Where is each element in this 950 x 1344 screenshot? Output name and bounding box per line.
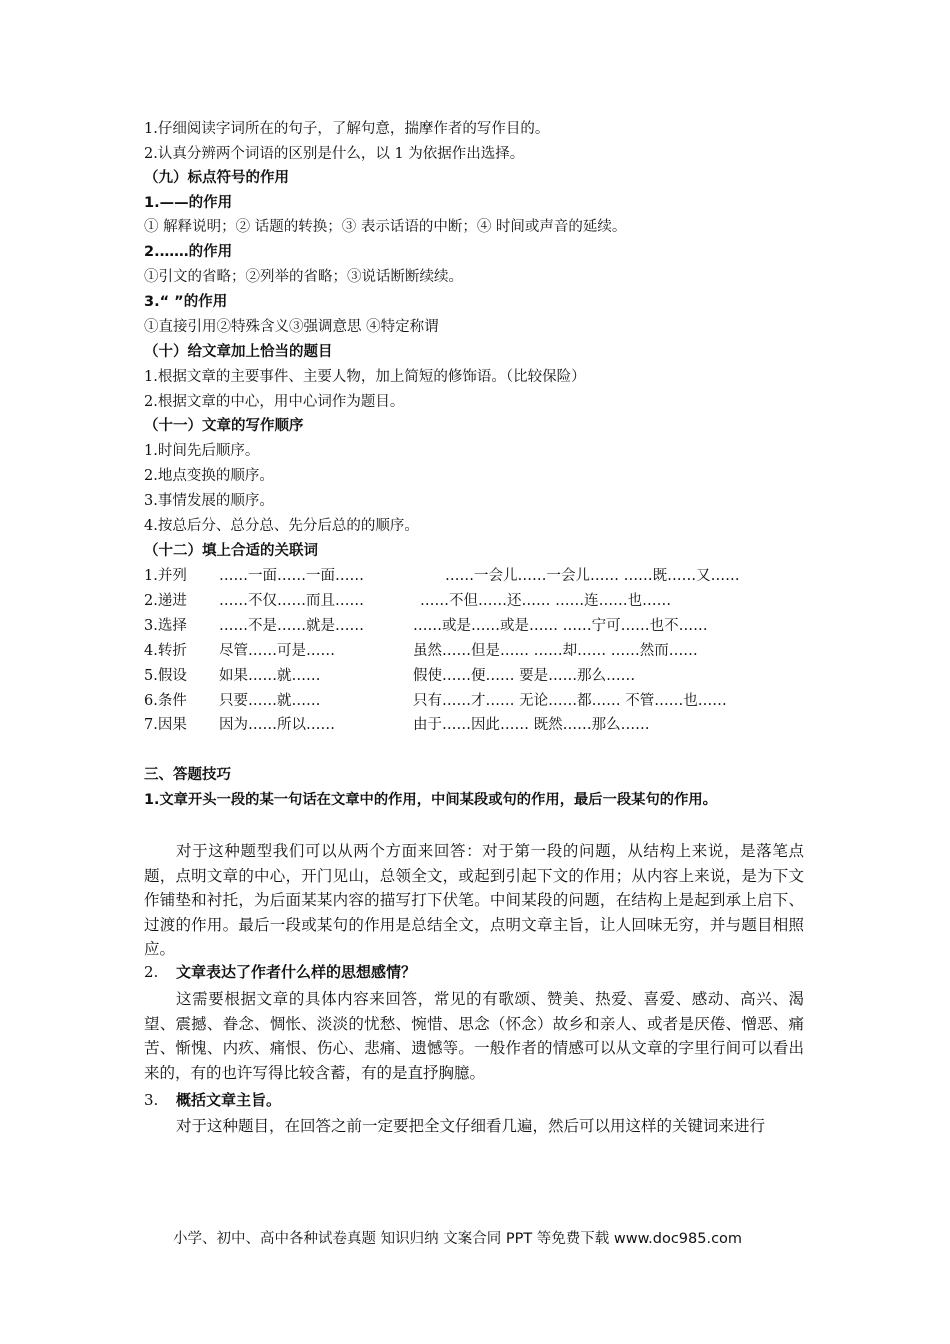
question-2-number: 2.	[144, 963, 159, 981]
row-col-a: 尽管……可是……	[219, 643, 335, 659]
row-label: 6.条件	[144, 693, 187, 709]
sec8-item-1: 1.仔细阅读字词所在的句子，了解句意，揣摩作者的写作目的。	[144, 121, 550, 137]
section-11-title: （十一）文章的写作顺序	[144, 418, 304, 434]
sec9-heading-3: 3.“ ”的作用	[144, 294, 228, 310]
row-col-b: 假使……便…… 要是……那么……	[413, 668, 636, 684]
sec11-item: 1.时间先后顺序。	[144, 443, 260, 459]
answer-paragraph-2: 这需要根据文章的具体内容来回答，常见的有歌颂、赞美、热爱、喜爱、感动、高兴、渴望、震撼、眷念、惆怅、淡淡的忧愁、惋惜、思念（怀念）故乡和亲人、或者是厌倦、憎恶、痛苦、惭愧、内疚、痛恨、伤心、悲痛、遗憾等。一般作者的情感可以从文章的字里行间可以看出来的，有的也许写得比较含蓄，有的是直抒胸臆。	[144, 990, 804, 1082]
section-10-title: （十）给文章加上恰当的题目	[144, 344, 333, 360]
sec9-para-1: ① 解释说明；② 话题的转换；③ 表示话语的中断；④ 时间或声音的延续。	[144, 219, 627, 235]
row-col-a: 如果……就……	[219, 668, 321, 684]
section-12-title: （十二）填上合适的关联词	[144, 543, 318, 559]
row-label: 3.选择	[144, 618, 187, 634]
row-col-b: ……一会儿……一会儿…… ……既……又……	[445, 568, 740, 584]
row-col-a: 因为……所以……	[219, 717, 335, 733]
row-col-b: 只有……才…… 无论……都…… 不管……也……	[413, 693, 727, 709]
sec10-item-1: 1.根据文章的主要事件、主要人物，加上简短的修饰语。（比较保险）	[144, 369, 586, 385]
answer-paragraph-3: 对于这种题目，在回答之前一定要把全文仔细看几遍，然后可以用这样的关键词来进行	[176, 1117, 766, 1135]
section-9-title: （九）标点符号的作用	[144, 170, 289, 186]
sec11-item: 2.地点变换的顺序。	[144, 468, 274, 484]
sec11-item: 3.事情发展的顺序。	[144, 493, 274, 509]
question-3-number: 3.	[144, 1091, 159, 1109]
row-col-a: 只要……就……	[219, 693, 321, 709]
row-col-b: 虽然……但是…… ……却…… ……然而……	[413, 643, 698, 659]
row-col-b: ……或是……或是…… ……宁可……也不……	[413, 618, 708, 634]
row-col-a: ……一面……一面……	[219, 568, 364, 584]
sec8-item-2: 2.认真分辨两个词语的区别是什么，以 1 为依据作出选择。	[144, 146, 525, 162]
sec9-para-3: ①直接引用②特殊含义③强调意思 ④特定称谓	[144, 319, 439, 335]
sec11-item: 4.按总后分、总分总、先分后总的的顺序。	[144, 518, 419, 534]
sec9-para-2: ①引文的省略；②列举的省略；③说话断断续续。	[144, 269, 463, 285]
sec9-heading-2: 2.……的作用	[144, 244, 233, 260]
question-3: 概括文章主旨。	[176, 1091, 282, 1109]
question-1: 1.文章开头一段的某一句话在文章中的作用，中间某段或句的作用，最后一段某句的作用。	[144, 792, 717, 808]
row-col-b: 由于……因此…… 既然……那么……	[413, 717, 650, 733]
answer-paragraph-1: 对于这种题型我们可以从两个方面来回答：对于第一段的问题，从结构上来说，是落笔点题，点明文章的中心，开门见山，总领全文，或起到引起下文的作用；从内容上来说，是为下文作铺垫和衬托，为后面某某内容的描写打下伏笔。中间某段的问题，在结构上是起到承上启下、过渡的作用。最后一段或某句的作用是总结全文，点明文章主旨，让人回味无穷，并与题目相照应。	[144, 842, 804, 958]
row-label: 5.假设	[144, 668, 187, 684]
row-label: 4.转折	[144, 643, 187, 659]
row-col-a: ……不仅……而且……	[219, 593, 364, 609]
sec10-item-2: 2.根据文章的中心，用中心词作为题目。	[144, 394, 405, 410]
question-2: 文章表达了作者什么样的思想感情？	[176, 963, 417, 981]
page-footer: 小学、初中、高中各种试卷真题 知识归纳 文案合同 PPT 等免费下载 www.doc985.com	[173, 1231, 743, 1247]
sec9-heading-1: 1.——的作用	[144, 195, 233, 211]
row-label: 1.并列	[144, 568, 187, 584]
row-col-b: ……不但……还…… ……连……也……	[420, 593, 672, 609]
section-3-title: 三、答题技巧	[144, 767, 231, 783]
row-label: 2.递进	[144, 593, 187, 609]
row-col-a: ……不是……就是……	[219, 618, 364, 634]
row-label: 7.因果	[144, 717, 187, 733]
